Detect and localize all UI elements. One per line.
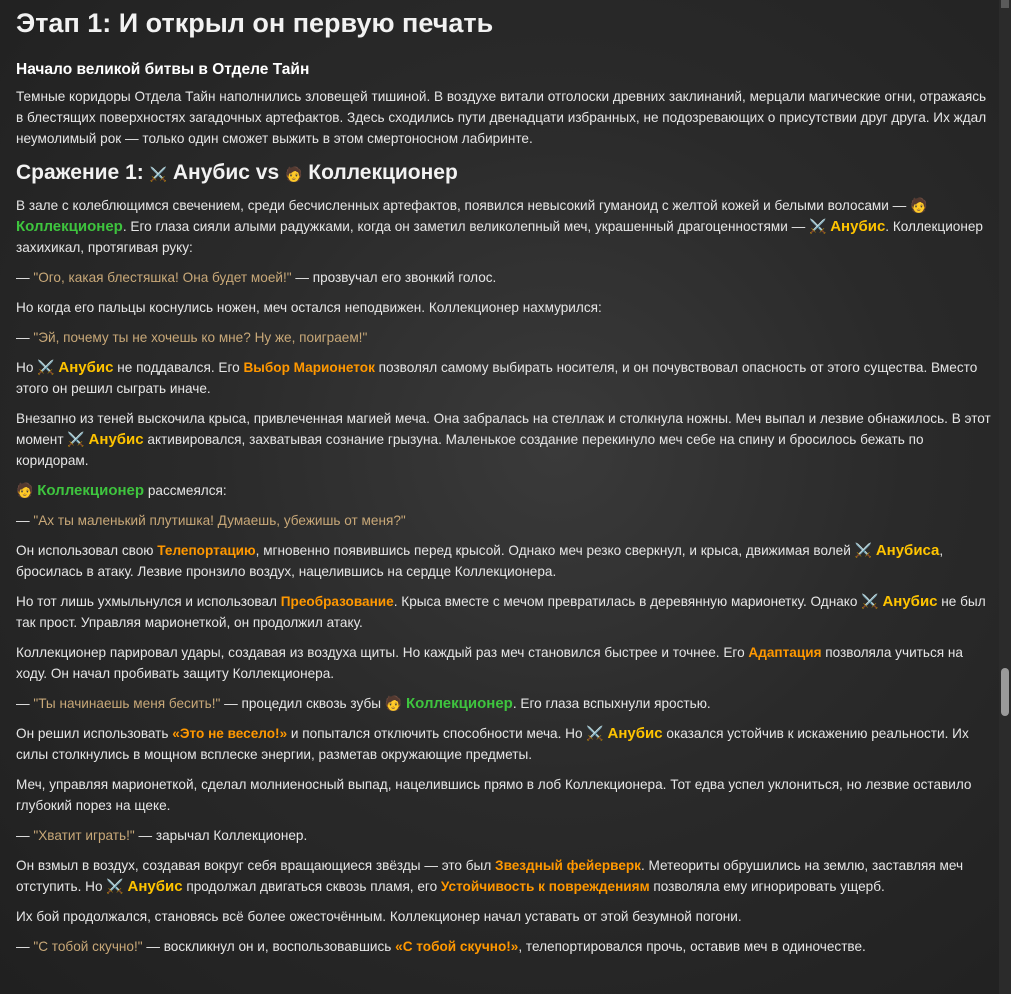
collector-name: Коллекционер (37, 482, 145, 499)
sword-icon: ⚔️ (106, 878, 124, 894)
sword-icon: ⚔️ (67, 431, 85, 447)
paragraph-13 (16, 723, 991, 765)
intro-paragraph: Темные коридоры Отдела Тайн наполнились зловещей тишиной. В воздухе витали отголоски древних заклинаний, мерцали магические огни, отражаясь в блестящих поверхностях загадочных артефактов. Здесь сходились пути двенадцати избранных, не подозревающих о присутствии друг друга. Их ждал неумолимый рок — только один сможет выжить в этом смертоносном лабиринте. (16, 89, 987, 146)
quote: "С тобой скучно!" (33, 939, 143, 954)
story-content (16, 0, 991, 966)
text: . Его глаза сияли алыми радужками, когда он заметил великолепный меч, украшенный драгоценностями — (122, 219, 809, 234)
person-icon: 🧑 (384, 695, 403, 711)
paragraph-14: Меч, управляя марионеткой, сделал молниеносный выпад, нацелившись прямо в лоб Коллекционера. Тот едва успел уклониться, но лезвие оставило глубокий порез на щеке. (16, 777, 972, 813)
dash: — (16, 330, 34, 345)
skill-name: «С тобой скучно!» (395, 939, 519, 954)
person-icon: 🧑 (16, 482, 34, 498)
sword-icon: ⚔️ (854, 542, 873, 558)
paragraph-8 (16, 510, 991, 531)
dash: — (16, 270, 34, 285)
battle-fighter-1: Анубис (172, 161, 250, 184)
collector-name: Коллекционер (16, 218, 123, 235)
skill-name: Устойчивость к повреждениям (440, 879, 650, 894)
paragraph-11 (16, 642, 991, 684)
anubis-name: Анубис (882, 593, 938, 610)
text: В зале с колеблющимся свечением, среди бесчисленных артефактов, появился невысокий гуманоид с желтой кожей и белыми волосами — (16, 198, 911, 213)
intro-heading: Начало великой битвы в Отделе Тайн (16, 61, 310, 78)
anubis-name: Анубис (88, 431, 144, 448)
paragraph-2 (16, 267, 991, 288)
sword-icon: ⚔️ (149, 166, 168, 182)
dash: — (16, 939, 34, 954)
paragraph-15 (16, 825, 991, 846)
text: , мгновенно появившись перед крысой. Однако меч резко сверкнул, и крыса, движимая волей (255, 543, 855, 558)
text: позволяла учиться на ходу. Он начал пробивать защиту Коллекционера. (16, 645, 963, 681)
text: не поддавался. Его (113, 360, 244, 375)
quote: "Ты начинаешь меня бесить!" (33, 696, 221, 711)
text: позволял самому выбирать носителя, и он почувствовал опасность от этого существа. Вместо этого он решил сыграть иначе. (16, 360, 978, 396)
battle-vs: vs (249, 161, 285, 184)
quote: "Ого, какая блестяшка! Она будет моей!" (33, 270, 292, 285)
text: Он решил использовать (16, 726, 173, 741)
text: . Крыса вместе с мечом превратилась в деревянную марионетку. Однако (393, 594, 862, 609)
text: — зарычал Коллекционер. (134, 828, 308, 843)
vertical-scrollbar[interactable] (999, 0, 1011, 994)
stage-title: Этап 1: И открыл он первую печать (16, 8, 494, 38)
scrollbar-thumb[interactable] (1001, 668, 1009, 716)
text: Но (16, 360, 38, 375)
paragraph-6 (16, 408, 991, 471)
scrollbar-top-cap (1001, 0, 1009, 8)
person-icon: 🧑 (284, 166, 303, 182)
text: — процедил сквозь зубы (220, 696, 385, 711)
battle-label: Сражение 1: (16, 161, 150, 184)
anubis-name: Анубис (607, 725, 663, 742)
paragraph-7 (16, 480, 991, 501)
sword-icon: ⚔️ (809, 218, 827, 234)
text: — воскликнул он и, воспользовавшись (142, 939, 396, 954)
text: — прозвучал его звонкий голос. (291, 270, 497, 285)
text: , бросилась в атаку. Лезвие пронзило воздух, нацелившись на сердце Коллекционера. (16, 543, 944, 579)
anubis-name: Анубиса (875, 542, 940, 559)
anubis-name: Анубис (830, 218, 886, 235)
battle-heading (16, 158, 991, 189)
battle-fighter-2: Коллекционер (308, 161, 458, 184)
text: Внезапно из теней выскочила крыса, привлеченная магией меча. Она забралась на стеллаж и столкнула ножны. Меч выпал и лезвие обнажилось. В этот момент (16, 411, 991, 447)
text: , телепортировался прочь, оставив меч в одиночестве. (518, 939, 866, 954)
paragraph-10 (16, 591, 991, 633)
text: Коллекционер парировал удары, создавая из воздуха щиты. Но каждый раз меч становился быстрее и точнее. Его (16, 645, 749, 660)
text: . Метеориты обрушились на землю, заставляя меч отступить. Но (16, 858, 964, 894)
paragraph-1 (16, 195, 991, 258)
quote: "Ах ты маленький плутишка! Думаешь, убежишь от меня?" (33, 513, 406, 528)
sword-icon: ⚔️ (586, 725, 604, 741)
dash: — (16, 828, 34, 843)
paragraph-5 (16, 357, 991, 399)
anubis-name: Анубис (58, 359, 114, 376)
paragraph-3: Но когда его пальцы коснулись ножен, меч остался неподвижен. Коллекционер нахмурился: (16, 300, 602, 315)
text: Он использовал свою (16, 543, 158, 558)
text: активировался, захватывая сознание грызуна. Маленькое создание перекинуло меч себе на спину и бросилось бежать по коридорам. (16, 432, 924, 468)
text: оказался устойчив к искажению реальности. Их силы столкнулись в мощном всплеске энергии, разметав окружающие предметы. (16, 726, 969, 762)
text: . Его глаза вспыхнули яростью. (512, 696, 711, 711)
paragraph-16 (16, 855, 991, 897)
anubis-name: Анубис (127, 878, 183, 895)
text: . Коллекционер захихикал, протягивая руку: (16, 219, 983, 255)
skill-name: «Это не весело!» (172, 726, 288, 741)
text: не был так прост. Управляя марионеткой, он продолжил атаку. (16, 594, 986, 630)
paragraph-4 (16, 327, 991, 348)
paragraph-12 (16, 693, 991, 714)
paragraph-17: Их бой продолжался, становясь всё более ожесточённым. Коллекционер начал уставать от этой безумной погони. (16, 909, 742, 924)
skill-name: Адаптация (748, 645, 822, 660)
collector-name: Коллекционер (406, 695, 513, 712)
dash: — (16, 696, 34, 711)
quote: "Эй, почему ты не хочешь ко мне? Ну же, поиграем!" (33, 330, 368, 345)
text: Но тот лишь ухмыльнулся и использовал (16, 594, 281, 609)
text: позволяла ему игнорировать ущерб. (649, 879, 885, 894)
skill-name: Выбор Марионеток (243, 360, 375, 375)
paragraph-18 (16, 936, 991, 957)
sword-icon: ⚔️ (861, 593, 879, 609)
paragraph-9 (16, 540, 991, 582)
skill-name: Преобразование (280, 594, 394, 609)
skill-name: Телепортацию (157, 543, 256, 558)
dash: — (16, 513, 34, 528)
quote: "Хватит играть!" (33, 828, 135, 843)
text: и попытался отключить способности меча. Но (287, 726, 587, 741)
skill-name: Звездный фейерверк (495, 858, 641, 873)
sword-icon: ⚔️ (37, 359, 55, 375)
text: продолжал двигаться сквозь пламя, его (182, 879, 441, 894)
text: рассмеялся: (144, 483, 227, 498)
text: Он взмыл в воздух, создавая вокруг себя вращающиеся звёзды — это был (16, 858, 496, 873)
person-icon: 🧑 (910, 197, 928, 213)
